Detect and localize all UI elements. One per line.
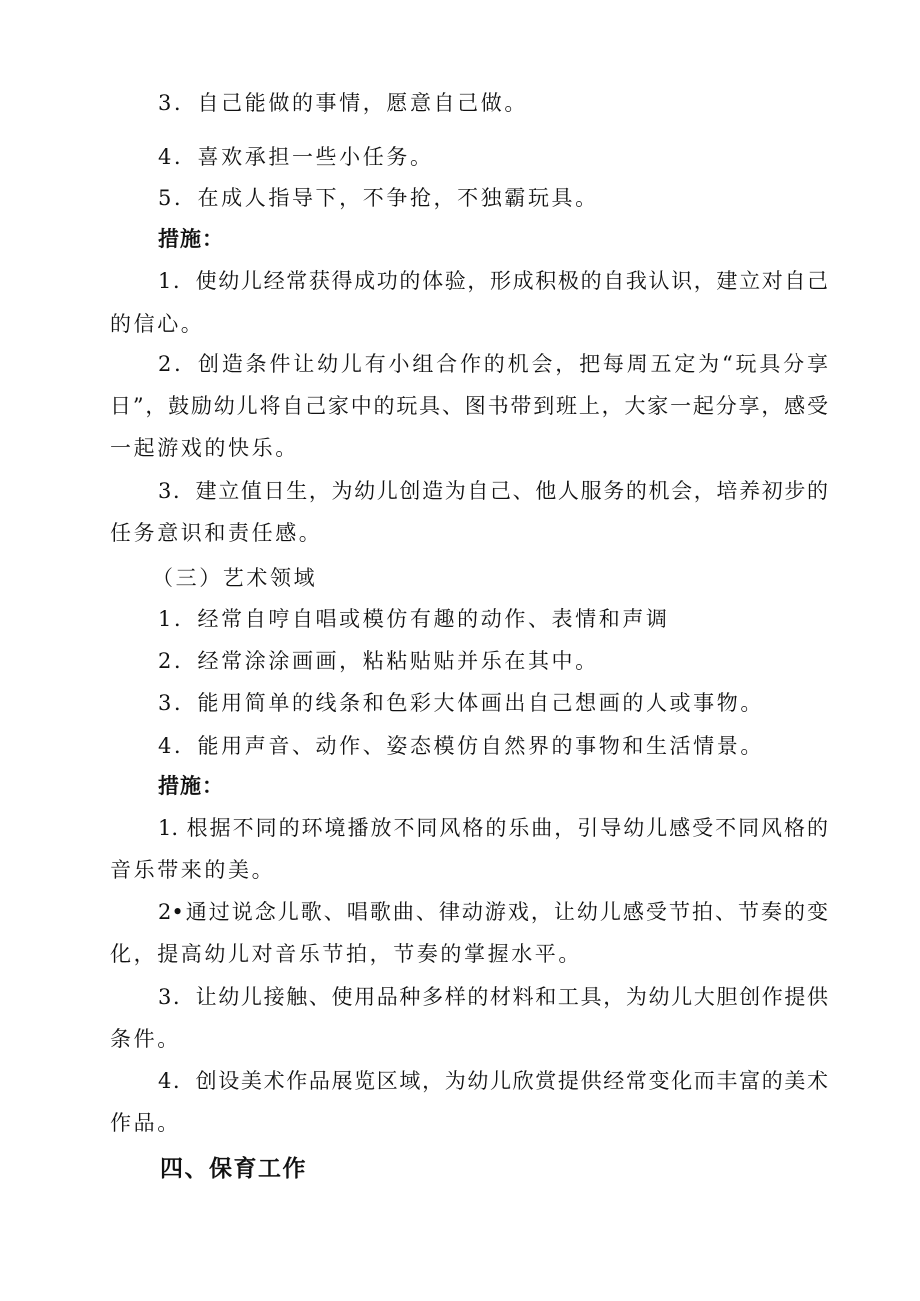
art-goal-item-1: 1．经常自哼自唱或模仿有趣的动作、表情和声调: [158, 607, 670, 631]
measure-3-line-2: 任务意识和责任感。: [110, 521, 323, 545]
goal-item-4: 4．喜欢承担一些小任务。: [158, 145, 434, 169]
art-measure-3-line-2: 条件。: [110, 1027, 181, 1051]
measure-1-line-2: 的信心。: [110, 312, 205, 336]
measure-2-line-3: 一起游戏的快乐。: [110, 436, 299, 460]
measure-1-line-1: 1．使幼儿经常获得成功的体验，形成积极的自我认识，建立对自己: [158, 269, 828, 293]
measures-heading-art: 措施：: [158, 774, 224, 798]
measure-2-line-1: 2．创造条件让幼儿有小组合作的机会，把每周五定为“玩具分享: [158, 352, 828, 376]
art-measure-1-line-2: 音乐带来的美。: [110, 858, 276, 882]
art-goal-item-4: 4．能用声音、动作、姿态模仿自然界的事物和生活情景。: [158, 734, 764, 758]
goal-item-3: 3．自己能做的事情，愿意自己做。: [158, 91, 528, 115]
measures-heading-social: 措施：: [158, 227, 224, 251]
art-section-heading: （三）艺术领域: [152, 566, 318, 590]
measure-3-line-1: 3．建立值日生，为幼儿创造为自己、他人服务的机会，培养初步的: [158, 479, 828, 503]
measure-2-line-2: 日”，鼓励幼儿将自己家中的玩具、图书带到班上，大家一起分享，感受: [110, 394, 828, 418]
art-measure-2-line-2: 化，提高幼儿对音乐节拍，节奏的掌握水平。: [110, 942, 582, 966]
art-goal-item-3: 3．能用简单的线条和色彩大体画出自己想画的人或事物。: [158, 691, 764, 715]
art-measure-3-line-1: 3．让幼儿接触、使用品种多样的材料和工具，为幼儿大胆创作提供: [158, 985, 828, 1009]
art-measure-4-line-1: 4．创设美术作品展览区域，为幼儿欣赏提供经常变化而丰富的美术: [158, 1069, 828, 1093]
art-measure-1-line-1: 1. 根据不同的环境播放不同风格的乐曲，引导幼儿感受不同风格的: [158, 816, 828, 840]
art-goal-item-2: 2．经常涂涂画画，粘粘贴贴并乐在其中。: [158, 649, 599, 673]
goal-item-5: 5．在成人指导下，不争抢，不独霸玩具。: [158, 186, 599, 210]
section-4-title: 四、保育工作: [160, 1156, 307, 1182]
art-measure-2-line-1: 2•通过说念儿歌、唱歌曲、律动游戏，让幼儿感受节拍、节奏的变: [158, 900, 828, 924]
art-measure-4-line-2: 作品。: [110, 1111, 181, 1135]
